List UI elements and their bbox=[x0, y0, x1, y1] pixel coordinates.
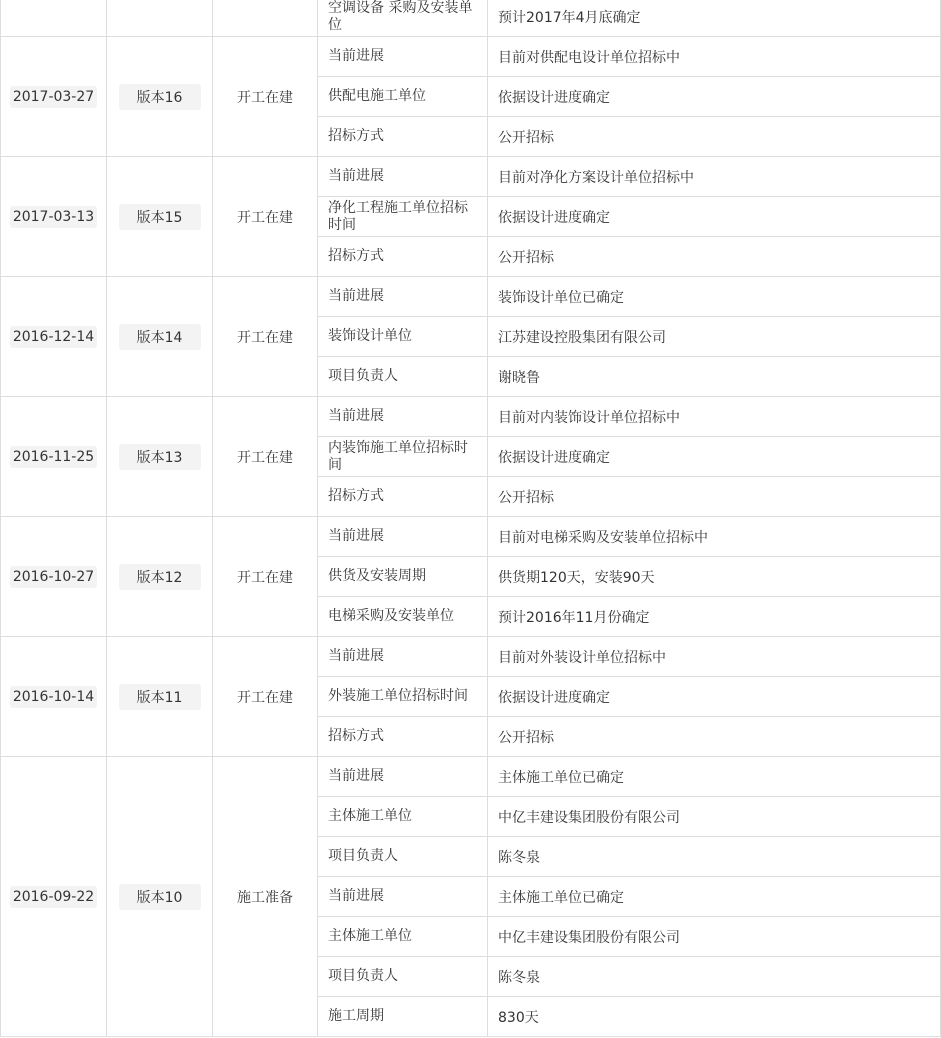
version-history-body bbox=[1, 0, 941, 1037]
field-label: 空调设备 采购及安装单位 bbox=[318, 0, 488, 37]
field-value: 公开招标 bbox=[488, 237, 941, 277]
table-row bbox=[1, 517, 941, 557]
date-cell bbox=[1, 397, 107, 517]
stage-cell: 施工准备 bbox=[213, 757, 318, 1037]
field-value: 目前对净化方案设计单位招标中 bbox=[488, 157, 941, 197]
stage-cell: 开工在建 bbox=[213, 637, 318, 757]
field-label: 净化工程施工单位招标时间 bbox=[318, 197, 488, 237]
stage-cell: 开工在建 bbox=[213, 397, 318, 517]
field-value: 谢晓鲁 bbox=[488, 357, 941, 397]
version-cell-empty bbox=[107, 0, 213, 37]
version-cell bbox=[107, 277, 213, 397]
table-row bbox=[1, 277, 941, 317]
field-label: 当前进展 bbox=[318, 517, 488, 557]
field-label: 当前进展 bbox=[318, 757, 488, 797]
field-value: 陈冬泉 bbox=[488, 957, 941, 997]
version-cell bbox=[107, 37, 213, 157]
field-value: 供货期120天，安装90天 bbox=[488, 557, 941, 597]
field-label: 项目负责人 bbox=[318, 837, 488, 877]
version-badge[interactable]: 版本12 bbox=[119, 564, 201, 590]
field-value: 依据设计进度确定 bbox=[488, 77, 941, 117]
field-value: 依据设计进度确定 bbox=[488, 677, 941, 717]
field-value: 公开招标 bbox=[488, 477, 941, 517]
field-value: 公开招标 bbox=[488, 717, 941, 757]
field-label: 主体施工单位 bbox=[318, 917, 488, 957]
table-row bbox=[1, 157, 941, 197]
date-badge: 2017-03-13 bbox=[10, 206, 97, 228]
field-value: 依据设计进度确定 bbox=[488, 437, 941, 477]
field-value: 830天 bbox=[488, 997, 941, 1037]
version-badge[interactable]: 版本11 bbox=[119, 684, 201, 710]
table-row bbox=[1, 757, 941, 797]
version-cell bbox=[107, 397, 213, 517]
field-label: 装饰设计单位 bbox=[318, 317, 488, 357]
field-label: 项目负责人 bbox=[318, 357, 488, 397]
field-label: 电梯采购及安装单位 bbox=[318, 597, 488, 637]
date-cell bbox=[1, 757, 107, 1037]
field-label: 当前进展 bbox=[318, 637, 488, 677]
stage-cell: 开工在建 bbox=[213, 277, 318, 397]
date-cell-empty bbox=[1, 0, 107, 37]
date-cell bbox=[1, 157, 107, 277]
field-label: 外装施工单位招标时间 bbox=[318, 677, 488, 717]
version-cell bbox=[107, 157, 213, 277]
stage-cell: 开工在建 bbox=[213, 37, 318, 157]
version-badge[interactable]: 版本16 bbox=[119, 84, 201, 110]
table-row bbox=[1, 397, 941, 437]
date-cell bbox=[1, 637, 107, 757]
field-label: 当前进展 bbox=[318, 157, 488, 197]
table-row bbox=[1, 0, 941, 37]
field-label: 供配电施工单位 bbox=[318, 77, 488, 117]
field-value: 预计2016年11月份确定 bbox=[488, 597, 941, 637]
field-label: 施工周期 bbox=[318, 997, 488, 1037]
stage-cell-empty bbox=[213, 0, 318, 37]
date-cell bbox=[1, 277, 107, 397]
field-label: 当前进展 bbox=[318, 397, 488, 437]
field-label: 供货及安装周期 bbox=[318, 557, 488, 597]
field-value: 江苏建设控股集团有限公司 bbox=[488, 317, 941, 357]
date-badge: 2016-12-14 bbox=[10, 326, 97, 348]
field-value: 主体施工单位已确定 bbox=[488, 877, 941, 917]
table-row bbox=[1, 37, 941, 77]
field-label: 招标方式 bbox=[318, 717, 488, 757]
field-value: 中亿丰建设集团股份有限公司 bbox=[488, 917, 941, 957]
field-value: 目前对外装设计单位招标中 bbox=[488, 637, 941, 677]
date-badge: 2016-10-14 bbox=[10, 686, 97, 708]
field-label: 当前进展 bbox=[318, 37, 488, 77]
field-value: 预计2017年4月底确定 bbox=[488, 0, 941, 37]
stage-cell: 开工在建 bbox=[213, 157, 318, 277]
field-label: 主体施工单位 bbox=[318, 797, 488, 837]
date-badge: 2016-11-25 bbox=[10, 446, 97, 468]
table-row bbox=[1, 637, 941, 677]
field-value: 陈冬泉 bbox=[488, 837, 941, 877]
field-label: 招标方式 bbox=[318, 237, 488, 277]
field-value: 中亿丰建设集团股份有限公司 bbox=[488, 797, 941, 837]
version-cell bbox=[107, 637, 213, 757]
version-badge[interactable]: 版本10 bbox=[119, 884, 201, 910]
field-value: 目前对内装饰设计单位招标中 bbox=[488, 397, 941, 437]
field-label: 内装饰施工单位招标时间 bbox=[318, 437, 488, 477]
date-cell bbox=[1, 37, 107, 157]
field-label: 当前进展 bbox=[318, 877, 488, 917]
field-label: 招标方式 bbox=[318, 117, 488, 157]
version-badge[interactable]: 版本15 bbox=[119, 204, 201, 230]
stage-cell: 开工在建 bbox=[213, 517, 318, 637]
field-value: 目前对供配电设计单位招标中 bbox=[488, 37, 941, 77]
version-badge[interactable]: 版本14 bbox=[119, 324, 201, 350]
field-value: 主体施工单位已确定 bbox=[488, 757, 941, 797]
version-badge[interactable]: 版本13 bbox=[119, 444, 201, 470]
field-value: 依据设计进度确定 bbox=[488, 197, 941, 237]
field-label: 项目负责人 bbox=[318, 957, 488, 997]
date-badge: 2016-09-22 bbox=[10, 886, 97, 908]
field-label: 招标方式 bbox=[318, 477, 488, 517]
field-label: 当前进展 bbox=[318, 277, 488, 317]
field-value: 装饰设计单位已确定 bbox=[488, 277, 941, 317]
date-cell bbox=[1, 517, 107, 637]
field-value: 目前对电梯采购及安装单位招标中 bbox=[488, 517, 941, 557]
version-cell bbox=[107, 517, 213, 637]
field-value: 公开招标 bbox=[488, 117, 941, 157]
date-badge: 2016-10-27 bbox=[10, 566, 97, 588]
version-cell bbox=[107, 757, 213, 1037]
date-badge: 2017-03-27 bbox=[10, 86, 97, 108]
